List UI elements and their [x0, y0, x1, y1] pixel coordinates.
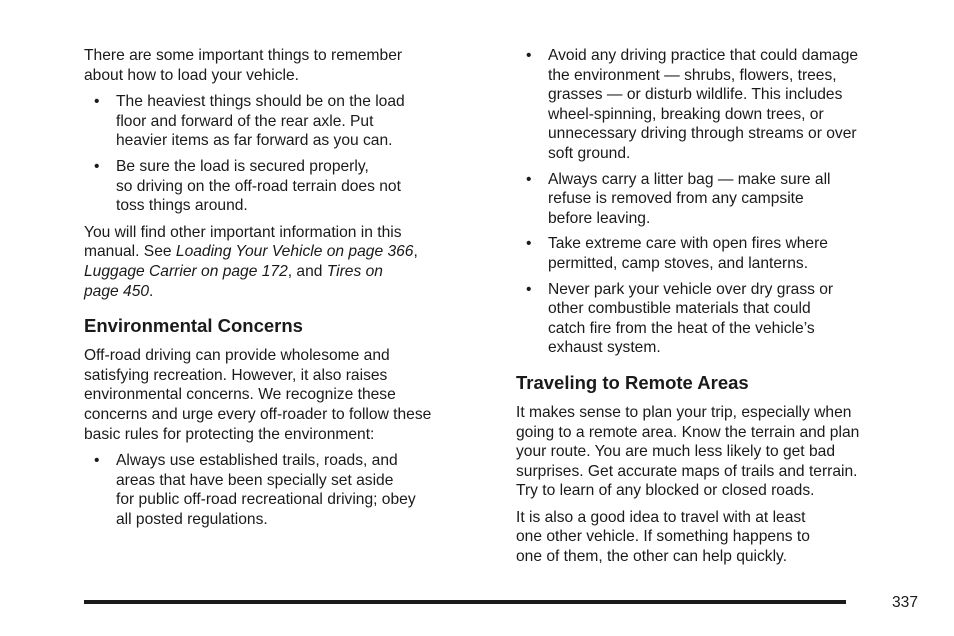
bullet-icon: •	[94, 452, 100, 470]
list-item: • The heaviest things should be on the load floor and forward of the rear axle. Put heavier items as far forward as you can.	[94, 93, 405, 150]
bullet-icon: •	[94, 93, 100, 111]
bullet-icon: •	[94, 157, 100, 175]
list-item: • Always use established trails, roads, and areas that have been specially set aside for public off-road recreational driving; obey all posted regulations.	[94, 452, 416, 528]
link-luggage-carrier[interactable]: Luggage Carrier on page 172	[84, 262, 288, 280]
more-info-paragraph: You will find other important information in this manual. See Loading Your Vehicle on page 366, Luggage Carrier on page 172, and Tires on page 450.	[84, 223, 418, 300]
page-number: 337	[891, 594, 918, 611]
list-item: • Take extreme care with open fires where permitted, camp stoves, and lanterns.	[526, 235, 828, 272]
environment-rules-list-right	[516, 46, 916, 358]
list-item: • Avoid any driving practice that could damage the environment — shrubs, flowers, trees, grasses — or disturb wildlife. This includes wheel-spinning, breaking down trees, or unnecessary driving through streams or over soft ground.	[526, 47, 859, 162]
load-intro-paragraph: There are some important things to remember about how to load your vehicle.	[84, 47, 403, 84]
right-column	[516, 46, 916, 574]
bullet-icon: •	[526, 235, 532, 253]
list-item: • Never park your vehicle over dry grass or other combustible materials that could catch fire from the heat of the vehicle’s exhaust system.	[526, 280, 834, 357]
load-bullet-list	[84, 92, 488, 216]
remote-areas-paragraph-1: It makes sense to plan your trip, especially when going to a remote area. Know the terrain and plan your route. You are much less likely to get bad surprises. Get accurate maps of trails and terrain. Try to learn of any blocked or closed roads.	[516, 403, 860, 500]
bullet-icon: •	[526, 47, 532, 64]
bullet-icon: •	[526, 280, 532, 298]
environmental-concerns-heading: Environmental Concerns	[84, 315, 303, 337]
link-loading-your-vehicle[interactable]: Loading Your Vehicle on page 366	[175, 243, 414, 261]
bullet-icon: •	[526, 170, 532, 188]
link-tires-part2[interactable]: page 450	[84, 282, 150, 300]
traveling-remote-areas-heading: Traveling to Remote Areas	[516, 371, 749, 393]
list-item: • Always carry a litter bag — make sure all refuse is removed from any campsite before leaving.	[526, 170, 831, 227]
footer-rule	[84, 600, 846, 604]
remote-areas-paragraph-2: It is also a good idea to travel with at least one other vehicle. If something happens to one of them, the other can help quickly.	[516, 508, 810, 566]
left-column	[84, 46, 488, 536]
link-tires-part1[interactable]: Tires on	[326, 262, 383, 280]
environmental-concerns-paragraph: Off-road driving can provide wholesome and satisfying recreation. However, it also raises environmental concerns. We recognize these concerns and urge every off-roader to follow these basic rules for protecting the environment:	[84, 347, 432, 443]
list-item: • Be sure the load is secured properly, so driving on the off-road terrain does not toss things around.	[94, 157, 401, 215]
environment-rules-list-left	[84, 451, 488, 529]
